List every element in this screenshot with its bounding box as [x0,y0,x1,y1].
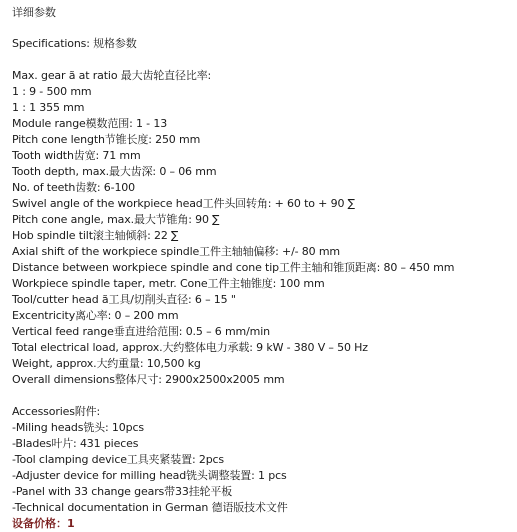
spec-item: Pitch cone length节锥长度: 250 mm [12,133,201,146]
doc-heading: 详细参数 [12,6,56,19]
spec-item: Axial shift of the workpiece spindle工件主轴轴偏移: +/- 80 mm [12,245,340,258]
accessory-item: -Technical documentation in German 德语版技术文件 [12,501,288,514]
accessories-title: Accessories附件: [12,405,101,418]
spec-item: Excentricity离心率: 0 – 200 mm [12,309,179,322]
spec-item: Max. gear ã at ratio 最大齿轮直径比率: [12,69,212,82]
spec-item: 1 : 1 355 mm [12,101,85,114]
spec-item: Workpiece spindle taper, metr. Cone工件主轴锥度: 100 mm [12,277,325,290]
spec-item: Pitch cone angle, max.最大节锥角: 90 ∑ [12,213,220,226]
accessory-item: -Miling heads铣头: 10pcs [12,421,144,434]
spec-item: Vertical feed range垂直进给范围: 0.5 – 6 mm/min [12,325,270,338]
accessory-item: -Blades叶片: 431 pieces [12,437,139,450]
spec-item: Hob spindle tilt滚主轴倾斜: 22 ∑ [12,229,179,242]
spec-item: Swivel angle of the workpiece head工件头回转角: + 60 to + 90 ∑ [12,197,355,210]
cut-off-price-line: 设备价格：1 [12,517,75,530]
spec-item: Weight, approx.大约重量: 10,500 kg [12,357,201,370]
spec-item: Tooth depth, max.最大齿深: 0 – 06 mm [12,165,217,178]
spec-item: Overall dimensions整体尺寸: 2900x2500x2005 mm [12,373,285,386]
specs-title: Specifications: 规格参数 [12,37,137,50]
spec-item: No. of teeth齿数: 6-100 [12,181,136,194]
spec-item: Total electrical load, approx.大约整体电力承载: 9 kW - 380 V – 50 Hz [12,341,368,354]
accessory-item: -Adjuster device for milling head铣头调整装置: 1 pcs [12,469,287,482]
spec-item: Tooth width齿宽: 71 mm [12,149,141,162]
spec-item: Tool/cutter head ã工具/切削头直径: 6 – 15 " [12,293,236,306]
spec-item: Module range模数范围: 1 - 13 [12,117,168,130]
spec-item: Distance between workpiece spindle and cone tip工件主轴和锥顶距离: 80 – 450 mm [12,261,455,274]
accessory-item: -Panel with 33 change gears带33挂轮平板 [12,485,233,498]
accessory-item: -Tool clamping device工具夹紧装置: 2pcs [12,453,225,466]
spec-item: 1 : 9 - 500 mm [12,85,92,98]
